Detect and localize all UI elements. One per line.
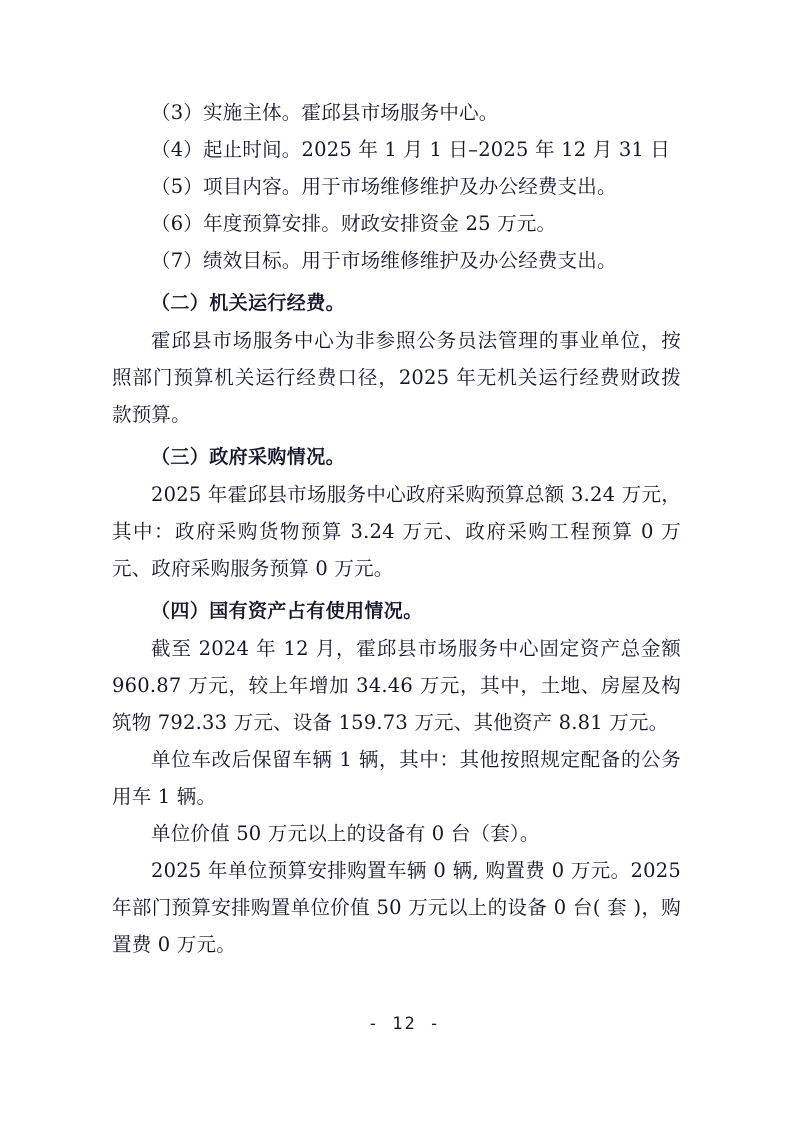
document-body — [112, 94, 681, 963]
page-number — [0, 1014, 793, 1034]
page-number-text: - 12 - — [367, 1014, 442, 1034]
numbered-item-list — [112, 94, 681, 279]
paragraph-vehicles: 单位车改后保留车辆 1 辆，其中：其他按照规定配备的公务用车 1 辆。 — [112, 748, 681, 808]
section-heading: （二）机关运行经费。 — [151, 292, 346, 314]
section-paragraph: 2025 年霍邱县市场服务中心政府采购预算总额 3.24 万元，其中：政府采购货物预算 3.24 万元、政府采购工程预算 0 万元、政府采购服务预算 0 万元。 — [112, 483, 681, 580]
section-government-procurement — [112, 439, 681, 587]
list-item: （4）起止时间。2025 年 1 月 1 日–2025 年 12 月 31 日 — [151, 138, 671, 161]
paragraph-purchase-budget: 2025 年单位预算安排购置车辆 0 辆, 购置费 0 万元。2025 年部门预算安排购置单位价值 50 万元以上的设备 0 台( 套 )，购置费 0 万元。 — [112, 859, 681, 956]
list-item: （7）绩效目标。用于市场维修维护及办公经费支出。 — [151, 249, 617, 272]
section-heading: （三）政府采购情况。 — [151, 446, 346, 468]
section-state-assets — [112, 593, 681, 741]
section-paragraph: 霍邱县市场服务中心为非参照公务员法管理的事业单位，按照部门预算机关运行经费口径，2025 年无机关运行经费财政拨款预算。 — [112, 329, 681, 426]
section-paragraph: 截至 2024 年 12 月，霍邱县市场服务中心固定资产总金额 960.87 万元，较上年增加 34.46 万元，其中，土地、房屋及构筑物 792.33 万元、设备 159.73 万元、其他资产 8.81 万元。 — [112, 637, 681, 734]
section-heading: （四）国有资产占有使用情况。 — [151, 600, 423, 622]
list-item: （3）实施主体。霍邱县市场服务中心。 — [151, 101, 499, 124]
section-operating-expenses — [112, 285, 681, 433]
closing-paragraphs — [112, 741, 681, 963]
list-item: （6）年度预算安排。财政安排资金 25 万元。 — [151, 212, 557, 235]
paragraph-equipment: 单位价值 50 万元以上的设备有 0 台（套）。 — [151, 822, 540, 845]
list-item: （5）项目内容。用于市场维修维护及办公经费支出。 — [151, 175, 617, 198]
